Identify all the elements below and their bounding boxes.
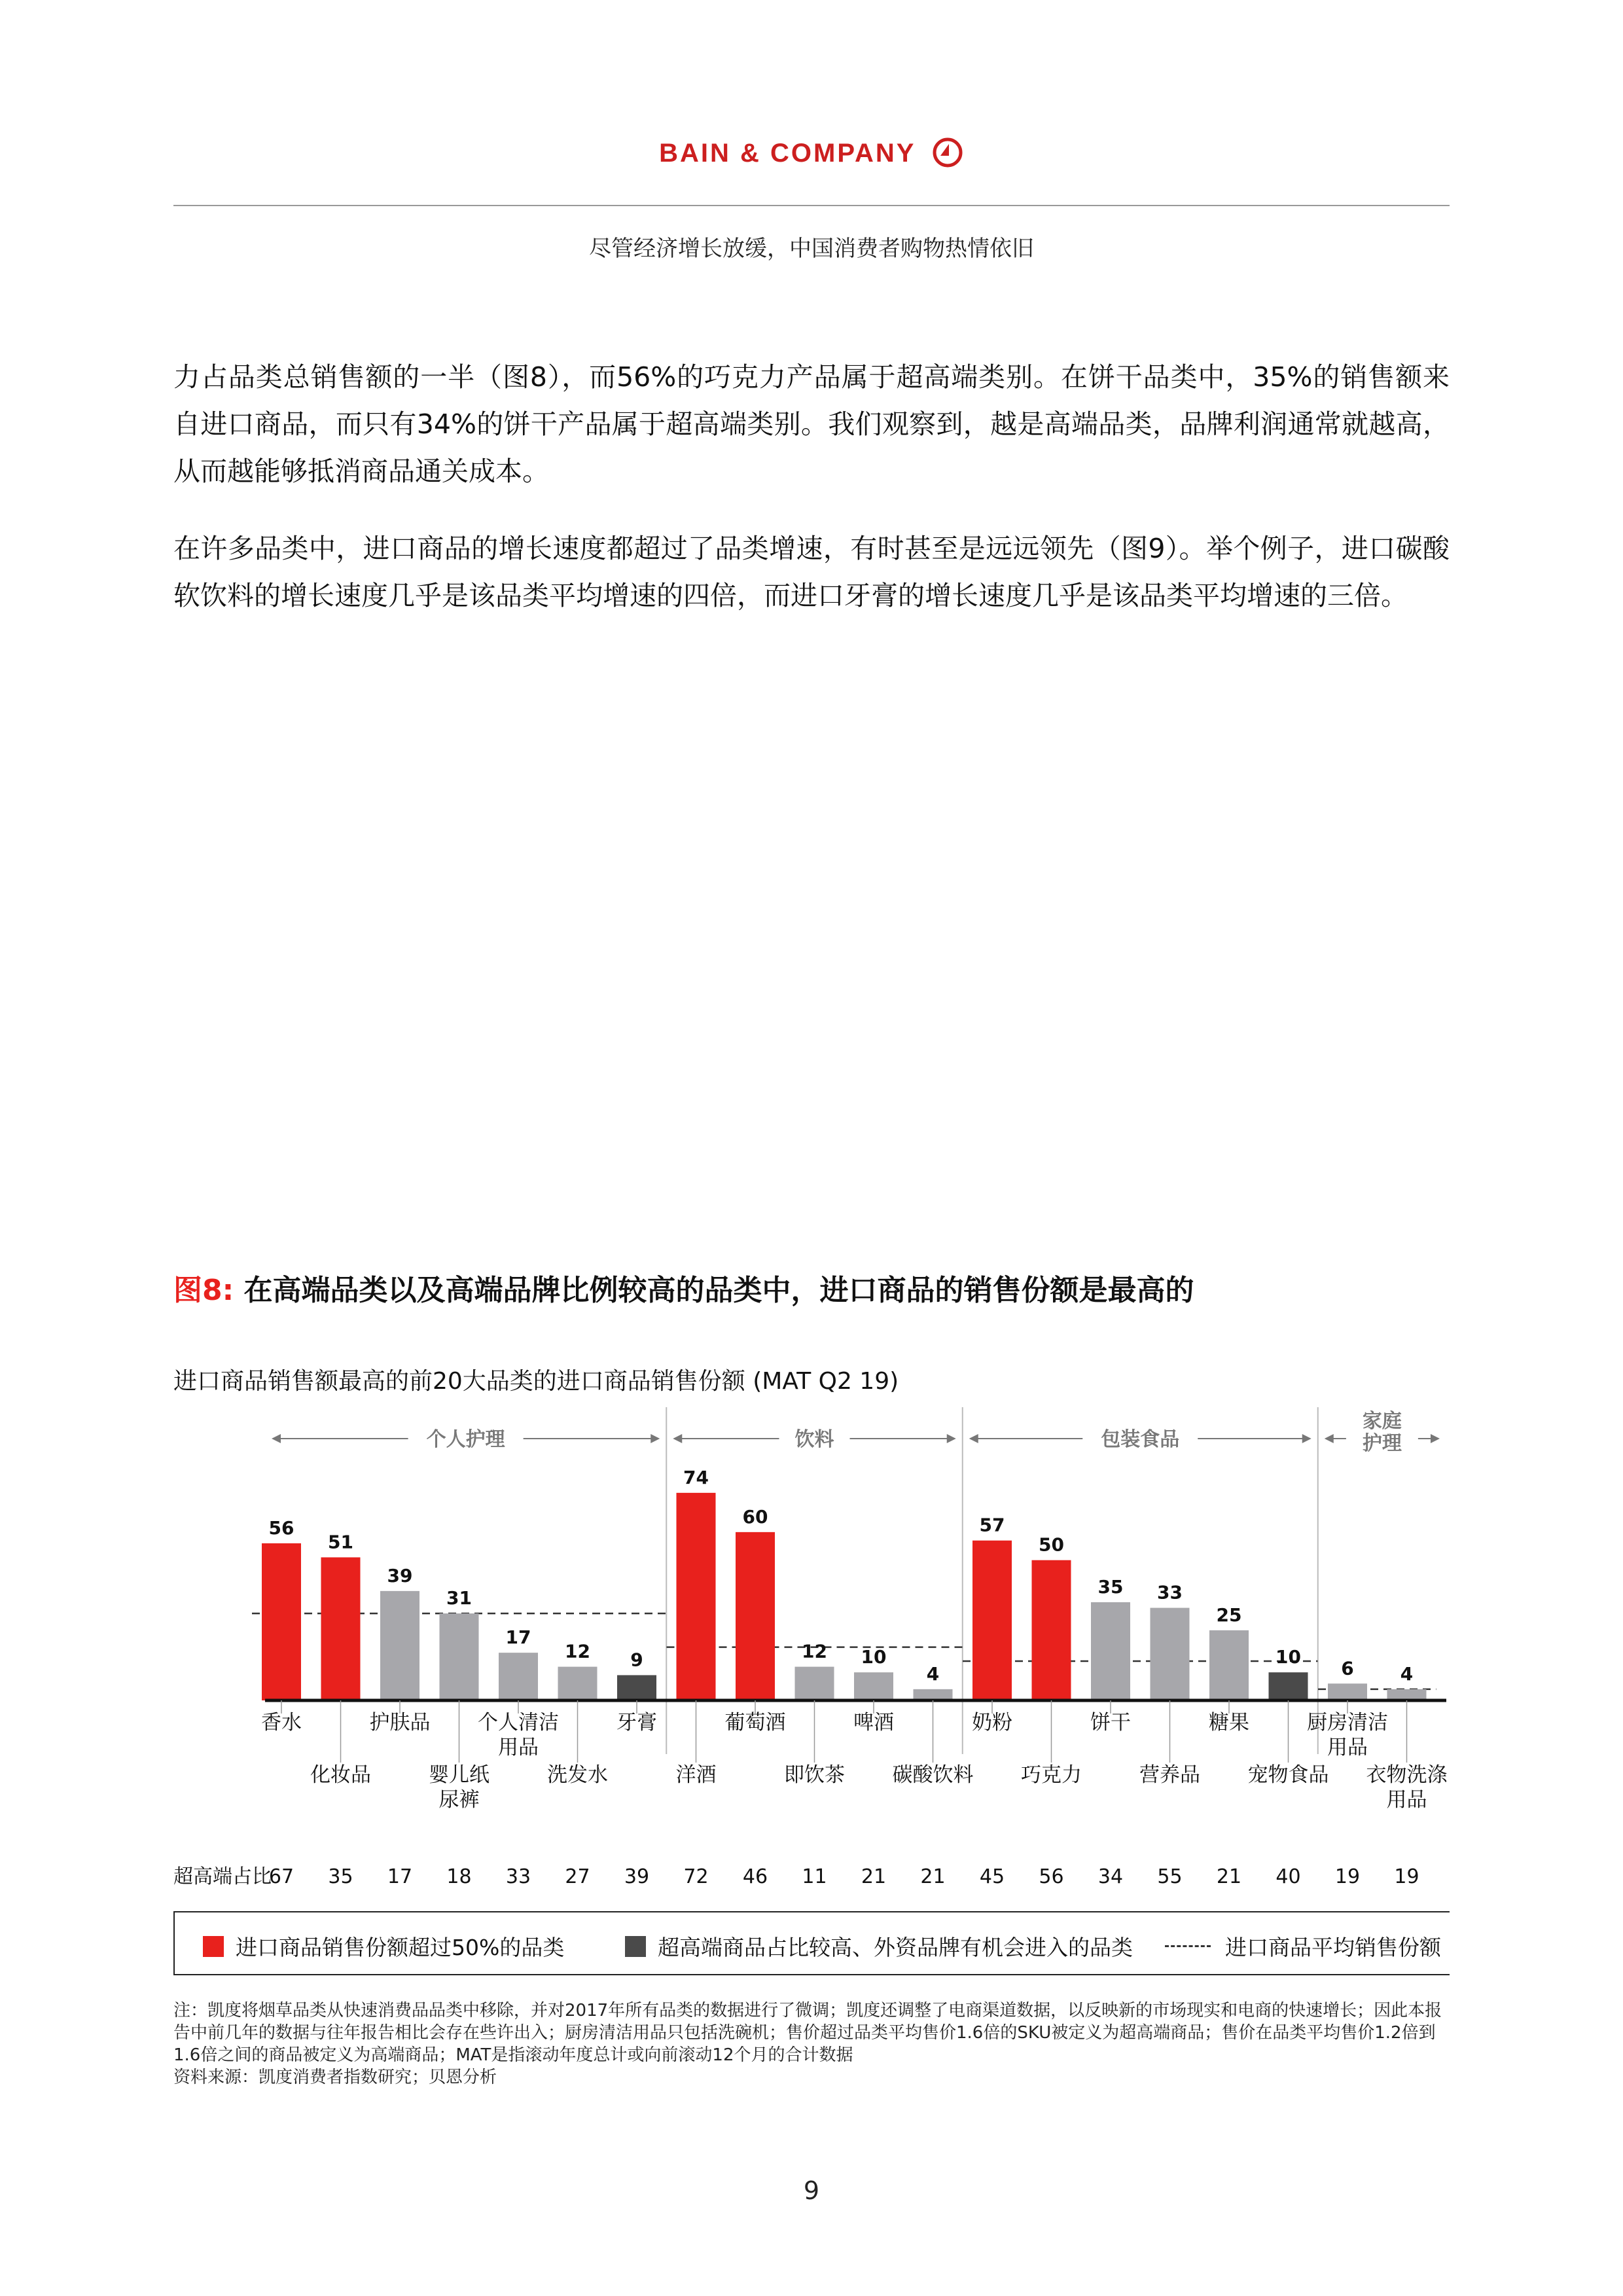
bain-logo [0,139,1623,169]
group-label: 饮料 [794,1428,834,1451]
legend-item-dark [625,1931,1133,1962]
category-label: 洗发水 [547,1763,608,1787]
bar-value-label: 56 [268,1517,294,1539]
super-premium-share-value: 27 [565,1865,590,1888]
category-label: 即饮茶 [784,1763,845,1787]
arrow-left-icon [272,1434,281,1443]
bar-value-label: 51 [328,1531,353,1553]
arrow-right-icon [651,1434,660,1443]
body-paragraph-1: 力占品类总销售额的一半（图8），而56%的巧克力产品属于超高端类别。在饼干品类中，35%的销售额来自进口商品，而只有34%的饼干产品属于超高端类别。我们观察到，越是高端品类，品牌利润通常就越高，从而越能够抵消商品通关成本。 [173,361,1450,487]
bar-value-label: 25 [1216,1604,1242,1626]
super-premium-share-value: 46 [742,1865,768,1888]
bar-3 [380,1591,419,1700]
legend-dark-label: 超高端商品占比较高、外资品牌有机会进入的品类 [658,1935,1133,1960]
legend-red-swatch [203,1936,224,1957]
category-label: 巧克力 [1021,1763,1082,1787]
category-label: 化妆品 [310,1763,371,1787]
bar-9 [736,1532,775,1700]
body-paragraph-2: 在许多品类中，进口商品的增长速度都超过了品类增速，有时甚至是远远领先（图9）。举个例子，进口碳酸软饮料的增长速度几乎是该品类平均增速的四倍，而进口牙膏的增长速度几乎是该品类平均增速的三倍。 [173,533,1450,611]
arrow-left-icon [969,1434,978,1443]
bar-value-label: 10 [1275,1646,1301,1668]
group-label: 个人护理 [426,1428,505,1451]
legend-red-label: 进口商品销售份额超过50%的品类 [236,1935,565,1960]
bain-logo-mark-icon [931,136,964,169]
bar-value-label: 9 [630,1649,643,1671]
super-premium-share-value: 67 [268,1865,294,1888]
category-label: 牙膏 [616,1711,657,1734]
running-title: 尽管经济增长放缓，中国消费者购物热情依旧 [589,236,1034,262]
arrow-right-icon [1302,1434,1311,1443]
bar-4 [440,1613,479,1700]
super-premium-share-value: 56 [1039,1865,1064,1888]
bar-8 [677,1493,716,1700]
category-label: 用品 [1386,1788,1427,1812]
legend-dark-swatch [625,1936,646,1957]
notes-block [173,2000,1450,2089]
super-premium-share-value: 18 [446,1865,472,1888]
bar-18 [1269,1672,1308,1700]
bar-17 [1209,1630,1249,1700]
category-label: 护肤品 [369,1711,431,1734]
bar-value-label: 4 [926,1662,940,1685]
arrow-left-icon [673,1434,682,1443]
super-premium-share-value: 21 [920,1865,946,1888]
bar-15 [1091,1602,1130,1700]
category-label: 婴儿纸 [429,1763,490,1787]
bar-2 [321,1557,361,1700]
category-label: 用品 [498,1736,539,1759]
bar-5 [499,1653,538,1700]
super-premium-share-value: 45 [979,1865,1005,1888]
category-label: 洋酒 [675,1763,717,1787]
category-label: 衣物洗涤 [1366,1763,1448,1787]
bar-11 [854,1672,893,1700]
category-label: 用品 [1327,1736,1368,1759]
bar-12 [914,1689,953,1700]
category-label: 厨房清洁 [1307,1711,1388,1734]
bar-20 [1387,1689,1427,1700]
bar-value-label: 50 [1039,1534,1064,1556]
bar-value-label: 74 [683,1466,709,1488]
group-label: 家庭 [1362,1410,1402,1433]
category-label: 啤酒 [853,1711,894,1734]
super-premium-share-value: 19 [1334,1865,1361,1888]
category-label: 个人清洁 [478,1711,559,1734]
bar-1 [262,1543,301,1700]
page-number: 9 [803,2176,820,2205]
category-label: 奶粉 [972,1711,1012,1734]
arrow-left-icon [1325,1434,1334,1443]
category-label: 碳酸饮料 [892,1763,974,1787]
legend-dashed-line-icon [1165,1945,1211,1947]
bar-value-label: 17 [505,1626,531,1649]
super-premium-share-value: 55 [1157,1865,1183,1888]
super-premium-share-value: 17 [387,1865,413,1888]
figure-title-text: 在高端品类以及高端品牌比例较高的品类中，进口商品的销售份额是最高的 [243,1274,1194,1307]
header-divider [173,205,1450,206]
category-label: 尿裤 [438,1788,480,1812]
arrow-right-icon [947,1434,956,1443]
super-premium-share-value: 39 [624,1865,650,1888]
bar-value-label: 6 [1341,1657,1354,1679]
note-text: 注：凯度将烟草品类从快速消费品品类中移除，并对2017年所有品类的数据进行了微调；凯度还调整了电商渠道数据，以反映新的市场现实和电商的快速增长；因此本报告中前几年的数据与往年报告相比会存在些许出入；厨房清洁用品只包括洗碗机；售价超过品类平均售价1.6倍的SKU被定义为超高端商品；售价在品类平均售价1.2倍到1.6倍之间的商品被定义为高端商品；MAT是指滚动年度总计或向前滚动12个月的合计数据 [173,2001,1442,2065]
super-premium-share-value: 40 [1275,1865,1301,1888]
bar-value-label: 60 [742,1505,768,1528]
super-premium-share-value: 33 [505,1865,531,1888]
bar-6 [558,1667,597,1700]
arrow-right-icon [1431,1434,1440,1443]
bar-value-label: 10 [861,1646,887,1668]
bar-value-label: 12 [565,1640,590,1662]
bar-7 [617,1675,656,1700]
super-premium-share-value: 21 [861,1865,887,1888]
category-label: 葡萄酒 [724,1711,786,1734]
legend-item-average [1165,1931,1441,1962]
category-label: 糖果 [1209,1711,1249,1734]
category-label: 饼干 [1090,1711,1131,1734]
category-label: 香水 [261,1711,302,1734]
logo-text: BAIN & COMPANY [659,139,916,168]
category-label: 营养品 [1139,1763,1200,1787]
bar-16 [1150,1608,1190,1700]
figure-title [173,1266,1194,1308]
bar-19 [1328,1683,1367,1700]
bar-value-label: 57 [979,1514,1005,1536]
super-premium-share-value: 34 [1097,1865,1124,1888]
super-premium-share-value: 11 [802,1865,827,1888]
source-text: 资料来源：凯度消费者指数研究；贝恩分析 [173,2068,497,2087]
bar-10 [795,1667,834,1700]
bar-value-label: 4 [1400,1662,1414,1685]
super-premium-share-value: 19 [1394,1865,1419,1888]
super-premium-share-value: 72 [683,1865,709,1888]
group-label: 护理 [1362,1432,1402,1455]
bar-13 [972,1541,1012,1700]
bar-value-label: 33 [1157,1581,1183,1604]
chart-subtitle: 进口商品销售额最高的前20大品类的进口商品销售份额 (MAT Q2 19) [173,1368,899,1395]
figure-label: 图8: [173,1274,234,1307]
legend-item-red [203,1931,564,1962]
group-label: 包装食品 [1101,1428,1180,1451]
bar-value-label: 12 [802,1640,827,1662]
category-label: 宠物食品 [1247,1763,1329,1787]
super-premium-row-label: 超高端占比 [173,1865,272,1888]
bar-14 [1032,1560,1071,1700]
super-premium-share-value: 21 [1216,1865,1242,1888]
legend-average-label: 进口商品平均销售份额 [1225,1935,1441,1960]
bar-value-label: 31 [446,1587,472,1609]
super-premium-share-value: 35 [328,1865,353,1888]
bar-value-label: 35 [1097,1576,1124,1598]
bar-value-label: 39 [387,1564,413,1587]
